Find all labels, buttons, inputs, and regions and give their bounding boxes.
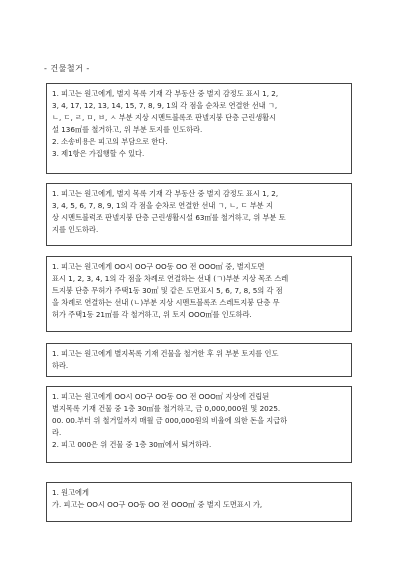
block-line: 00. 00.부터 위 철거일까지 매월 금 000,000원의 비율에 의한 돈을 지급하 [52,416,288,425]
block-line: 3, 4, 17, 12, 13, 14, 15, 7, 8, 9, 1의 각 점을 순차로 연결한 선내 ㄱ, [52,101,278,110]
judgment-block-3 [46,256,352,332]
block-line: 1. 피고는 원고에게 별지목록 기재 건물을 철거한 후 위 부분 토지를 인도 [52,349,279,358]
block-line: 허가 주택1동 21㎡를 각 철거하고, 위 토지 OOO㎡를 인도하라. [52,310,252,319]
block-line: 2. 피고 000은 위 건물 중 1층 30㎡에서 퇴거하라. [52,440,212,449]
judgment-block-1 [46,83,352,174]
judgment-block-6 [46,482,352,522]
block-line: 트지붕 단층 무허가 주택1동 30㎡ 및 같은 도면표시 5, 6, 7, 8, 5의 각 점 [52,286,283,295]
block-line: 1. 피고는 원고에게, 별지 목록 기재 각 부동산 중 별지 감정도 표시 1, 2, [52,89,279,98]
block-line: 라. [52,428,62,437]
section-title: - 건물철거 - [44,64,90,73]
block-line: 3, 4, 5, 6, 7, 8, 9, 1의 각 점을 순차로 연결한 선내 ㄱ, ㄴ, ㄷ 부분 지 [52,201,273,210]
block-line: 가. 피고는 OO시 OO구 OO동 OO 전 OOO㎡ 중 별지 도면표시 가, [52,500,263,509]
block-line: 1. 피고는 원고에게 OO시 OO구 OO동 OO 전 OOO㎡ 지상에 건립된 [52,392,270,401]
block-line: 설 136㎡를 철거하고, 위 부분 토지를 인도하라. [52,125,203,134]
block-line: 상 시멘트블럭조 판넬지붕 단층 근린생활시설 63㎡를 철거하고, 위 부분 토 [52,213,286,222]
block-line: 표시 1, 2, 3, 4, 1의 각 점을 차례로 연결하는 선내 (ㄱ)부분 지상 목조 스레 [52,274,289,283]
block-line: 별지목록 기재 건물 중 1층 30㎡를 철거하고, 금 0,000,000원 및 2025. [52,404,281,413]
block-line: 지를 인도하라. [52,225,99,234]
block-line: 3. 제1항은 가집행할 수 있다. [52,149,145,158]
judgment-block-4 [46,343,352,377]
block-line: 1. 피고는 원고에게, 별지 목록 기재 각 부동산 중 별지 감정도 표시 1, 2, [52,189,279,198]
block-line: 을 차례로 연결하는 선내 (ㄴ)부분 지상 시멘트블록조 스레트지붕 단층 무 [52,298,280,307]
judgment-block-5 [46,386,352,463]
block-line: 1. 원고에게 [52,488,89,497]
judgment-block-2 [46,183,352,246]
block-line: 1. 피고는 원고에게 OO시 OO구 OO동 OO 전 OOO㎡ 중, 별지도면 [52,262,265,271]
block-line: 2. 소송비용은 피고의 부담으로 한다. [52,137,168,146]
block-line: 하라. [52,361,69,370]
block-line: ㄴ, ㄷ, ㄹ, ㅁ, ㅂ, ㅅ 부분 지상 시멘트블록조 판넬지붕 단층 근린생활시 [52,113,277,122]
